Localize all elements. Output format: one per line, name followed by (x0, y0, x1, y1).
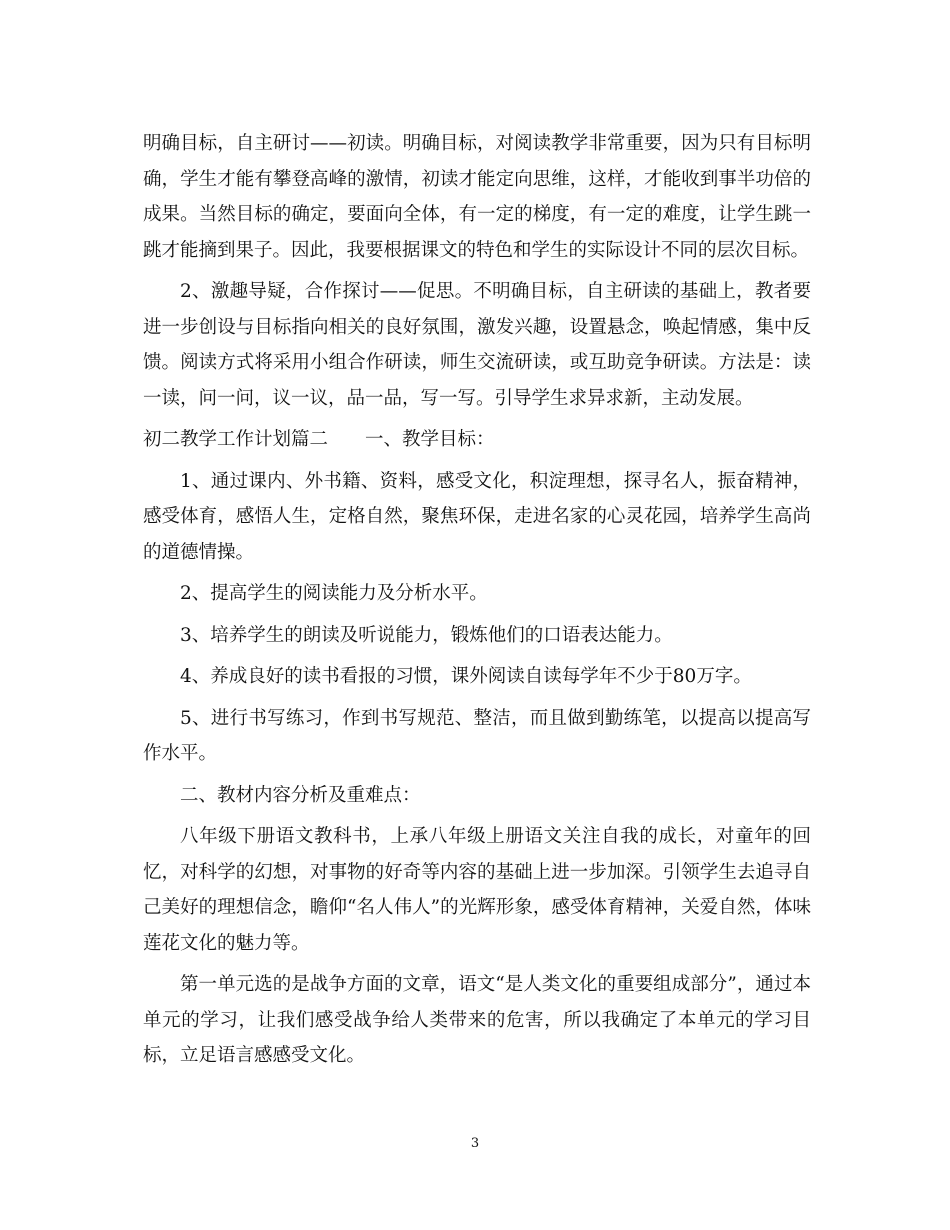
subheading-analysis: 二、教材内容分析及重难点： (180, 784, 421, 806)
paragraph-goal-1: 1、通过课内、外书籍、资料，感受文化，积淀理想，探寻名人，振奋精神，感受体育，感悟人生，定格自然，聚焦环保，走进名家的心灵花园，培养学生高尚的道德情操。 (143, 470, 811, 563)
paragraph-textbook: 八年级下册语文教科书，上承八年级上册语文关注自我的成长，对童年的回忆，对科学的幻想，对事物的好奇等内容的基础上进一步加深。引领学生去追寻自己美好的理想信念，瞻仰“名人伟人”的光辉形象，感受体育精神，关爱自然，体味莲花文化的魅力等。 (143, 826, 811, 954)
paragraph-goal-5: 5、进行书写练习，作到书写规范、整洁，而且做到勤练笔，以提高以提高写作水平。 (143, 707, 811, 764)
page-number: 3 (470, 1136, 480, 1151)
paragraph-unit-1: 第一单元选的是战争方面的文章，语文“是人类文化的重要组成部分”，通过本单元的学习，让我们感受战争给人类带来的危害，所以我确定了本单元的学习目标，立足语言感感受文化。 (143, 974, 811, 1066)
document-body (143, 126, 811, 1080)
paragraph-goal-2: 2、提高学生的阅读能力及分析水平。 (180, 583, 488, 604)
paragraph-1: 明确目标，自主研讨——初读。明确目标，对阅读教学非常重要，因为只有目标明确，学生才能有攀登高峰的激情，初读才能定向思维，这样，才能收到事半功倍的成果。当然目标的确定，要面向全体，有一定的梯度，有一定的难度，让学生跳一跳才能摘到果子。因此，我要根据课文的特色和学生的实际设计不同的层次目标。 (143, 133, 811, 261)
section-heading: 初二教学工作计划篇二 一、教学目标： (143, 429, 495, 450)
paragraph-goal-4: 4、养成良好的读书看报的习惯，课外阅读自读每学年不少于80万字。 (180, 666, 752, 687)
paragraph-2: 2、激趣导疑，合作探讨——促思。不明确目标，自主研读的基础上，教者要进一步创设与目标指向相关的良好氛围，激发兴趣，设置悬念，唤起情感，集中反馈。阅读方式将采用小组合作研读，师生交流研读，或互助竞争研读。方法是：读一读，问一问，议一议，品一品，写一写。引导学生求异求新，主动发展。 (143, 281, 811, 409)
paragraph-goal-3: 3、培养学生的朗读及听说能力，锻炼他们的口语表达能力。 (180, 624, 673, 646)
